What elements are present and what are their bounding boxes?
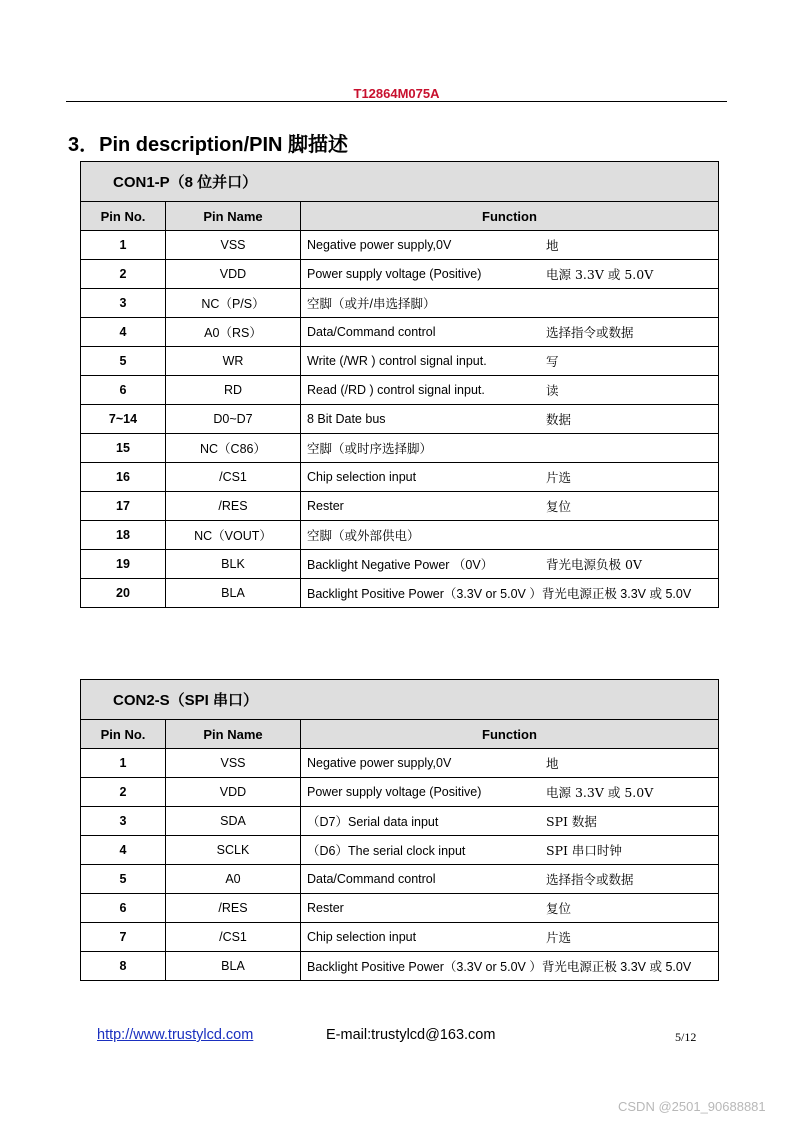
pin-function xyxy=(301,260,719,289)
pin-name: VSS xyxy=(166,749,301,778)
function-description-cn: 地 xyxy=(546,756,559,771)
pin-number: 8 xyxy=(81,952,166,981)
pin-function xyxy=(301,749,719,778)
section-heading: 3．Pin description/PIN 脚描述 xyxy=(68,134,349,156)
function-description: （D6）The serial clock input xyxy=(307,844,466,858)
table-caption: CON2-S（SPI 串口） xyxy=(81,680,719,720)
pin-name: BLA xyxy=(166,579,301,608)
table-row xyxy=(81,376,719,405)
function-description-cn: 数据 xyxy=(546,412,572,427)
pin-number: 18 xyxy=(81,521,166,550)
table-row xyxy=(81,923,719,952)
function-description: Rester xyxy=(307,499,344,513)
header-rule xyxy=(66,101,727,102)
pin-number: 6 xyxy=(81,376,166,405)
pin-name: BLK xyxy=(166,550,301,579)
pin-number: 19 xyxy=(81,550,166,579)
pin-function xyxy=(301,289,719,318)
pin-name: /RES xyxy=(166,894,301,923)
function-description: （D7）Serial data input xyxy=(307,815,439,829)
table-row xyxy=(81,260,719,289)
function-description: Backlight Positive Power（3.3V or 5.0V ）背光电源正极 3.3V 或 5.0V xyxy=(307,587,692,601)
pin-function xyxy=(301,807,719,836)
table-row xyxy=(81,952,719,981)
function-description: Chip selection input xyxy=(307,930,417,944)
pin-name: /CS1 xyxy=(166,463,301,492)
pin-name: SCLK xyxy=(166,836,301,865)
pin-name: A0 xyxy=(166,865,301,894)
function-description-cn: 复位 xyxy=(546,901,572,916)
pin-function xyxy=(301,923,719,952)
pin-name: SDA xyxy=(166,807,301,836)
pin-function xyxy=(301,952,719,981)
function-description: Data/Command control xyxy=(307,872,436,886)
pin-number: 7 xyxy=(81,923,166,952)
function-description: Negative power supply,0V xyxy=(307,756,452,770)
function-description: Data/Command control xyxy=(307,325,436,339)
pin-number: 2 xyxy=(81,778,166,807)
function-description-cn: SPI 数据 xyxy=(546,814,597,829)
pin-number: 2 xyxy=(81,260,166,289)
table-row xyxy=(81,807,719,836)
document-header-title: T12864M075A xyxy=(353,86,440,101)
table-row xyxy=(81,550,719,579)
table-row xyxy=(81,865,719,894)
table-row xyxy=(81,579,719,608)
pin-name: A0（RS） xyxy=(166,318,301,347)
pin-number: 5 xyxy=(81,347,166,376)
pin-name: D0~D7 xyxy=(166,405,301,434)
website-link[interactable]: http://www.trustylcd.com xyxy=(97,1027,254,1043)
pin-function xyxy=(301,376,719,405)
pin-number: 6 xyxy=(81,894,166,923)
table-row xyxy=(81,749,719,778)
pin-function xyxy=(301,894,719,923)
pin-name: VDD xyxy=(166,778,301,807)
table-row xyxy=(81,289,719,318)
pin-function xyxy=(301,463,719,492)
column-header-function: Function xyxy=(301,720,719,749)
function-description: Write (/WR ) control signal input. xyxy=(307,354,487,368)
table-row xyxy=(81,521,719,550)
column-header-pin-name: Pin Name xyxy=(166,202,301,231)
pin-table-spi xyxy=(80,679,719,981)
function-description-cn: SPI 串口时钟 xyxy=(546,843,622,858)
function-description-cn: 背光电源负极 0V xyxy=(546,557,642,572)
table-row xyxy=(81,492,719,521)
table-row xyxy=(81,894,719,923)
function-description: 空脚（或并/串选择脚） xyxy=(307,297,436,311)
function-description: 空脚（或外部供电） xyxy=(307,529,420,543)
pin-function xyxy=(301,579,719,608)
pin-number: 3 xyxy=(81,289,166,318)
pin-function xyxy=(301,865,719,894)
page-number: 5/12 xyxy=(675,1030,697,1044)
pin-name: NC（VOUT） xyxy=(166,521,301,550)
column-header-pin-no: Pin No. xyxy=(81,720,166,749)
column-header-pin-name: Pin Name xyxy=(166,720,301,749)
pin-number: 1 xyxy=(81,231,166,260)
column-header-function: Function xyxy=(301,202,719,231)
pin-name: RD xyxy=(166,376,301,405)
function-description: Chip selection input xyxy=(307,470,417,484)
function-description: Backlight Negative Power （0V） xyxy=(307,558,494,572)
pin-function xyxy=(301,836,719,865)
pin-number: 17 xyxy=(81,492,166,521)
pin-name: WR xyxy=(166,347,301,376)
pin-name: NC（P/S） xyxy=(166,289,301,318)
function-description-cn: 读 xyxy=(546,383,559,398)
pin-number: 3 xyxy=(81,807,166,836)
pin-number: 5 xyxy=(81,865,166,894)
pin-function xyxy=(301,347,719,376)
function-description: Power supply voltage (Positive) xyxy=(307,267,482,281)
function-description: Negative power supply,0V xyxy=(307,238,452,252)
pin-number: 16 xyxy=(81,463,166,492)
pin-function xyxy=(301,521,719,550)
pin-name: VDD xyxy=(166,260,301,289)
pin-number: 1 xyxy=(81,749,166,778)
pin-function xyxy=(301,434,719,463)
pin-function xyxy=(301,231,719,260)
pin-number: 4 xyxy=(81,836,166,865)
function-description-cn: 电源 3.3V 或 5.0V xyxy=(546,267,654,282)
column-header-pin-no: Pin No. xyxy=(81,202,166,231)
function-description-cn: 电源 3.3V 或 5.0V xyxy=(546,785,654,800)
pin-name: BLA xyxy=(166,952,301,981)
pin-name: /RES xyxy=(166,492,301,521)
function-description-cn: 复位 xyxy=(546,499,572,514)
function-description-cn: 选择指令或数据 xyxy=(546,872,634,887)
function-description-cn: 选择指令或数据 xyxy=(546,325,634,340)
function-description-cn: 片选 xyxy=(546,470,572,485)
table-caption: CON1-P（8 位并口） xyxy=(81,162,719,202)
pin-function xyxy=(301,492,719,521)
function-description: Backlight Positive Power（3.3V or 5.0V ）背光电源正极 3.3V 或 5.0V xyxy=(307,960,692,974)
pin-table-parallel xyxy=(80,161,719,608)
pin-function xyxy=(301,318,719,347)
function-description-cn: 片选 xyxy=(546,930,572,945)
function-description-cn: 地 xyxy=(546,238,559,253)
pin-number: 4 xyxy=(81,318,166,347)
watermark: CSDN @2501_90688881 xyxy=(618,1099,766,1114)
table-row xyxy=(81,318,719,347)
pin-number: 15 xyxy=(81,434,166,463)
pin-number: 7~14 xyxy=(81,405,166,434)
function-description: Power supply voltage (Positive) xyxy=(307,785,482,799)
function-description: Read (/RD ) control signal input. xyxy=(307,383,485,397)
function-description: 8 Bit Date bus xyxy=(307,412,386,426)
pin-function xyxy=(301,778,719,807)
table-row xyxy=(81,463,719,492)
table-row xyxy=(81,778,719,807)
pin-function xyxy=(301,405,719,434)
footer-email: E-mail:trustylcd@163.com xyxy=(326,1027,496,1043)
table-row xyxy=(81,231,719,260)
function-description: Rester xyxy=(307,901,344,915)
table-row xyxy=(81,434,719,463)
pin-number: 20 xyxy=(81,579,166,608)
table-row xyxy=(81,836,719,865)
pin-name: NC（C86） xyxy=(166,434,301,463)
pin-function xyxy=(301,550,719,579)
pin-name: /CS1 xyxy=(166,923,301,952)
function-description: 空脚（或时序选择脚） xyxy=(307,442,433,456)
table-row xyxy=(81,347,719,376)
table-row xyxy=(81,405,719,434)
pin-name: VSS xyxy=(166,231,301,260)
function-description-cn: 写 xyxy=(546,354,559,369)
